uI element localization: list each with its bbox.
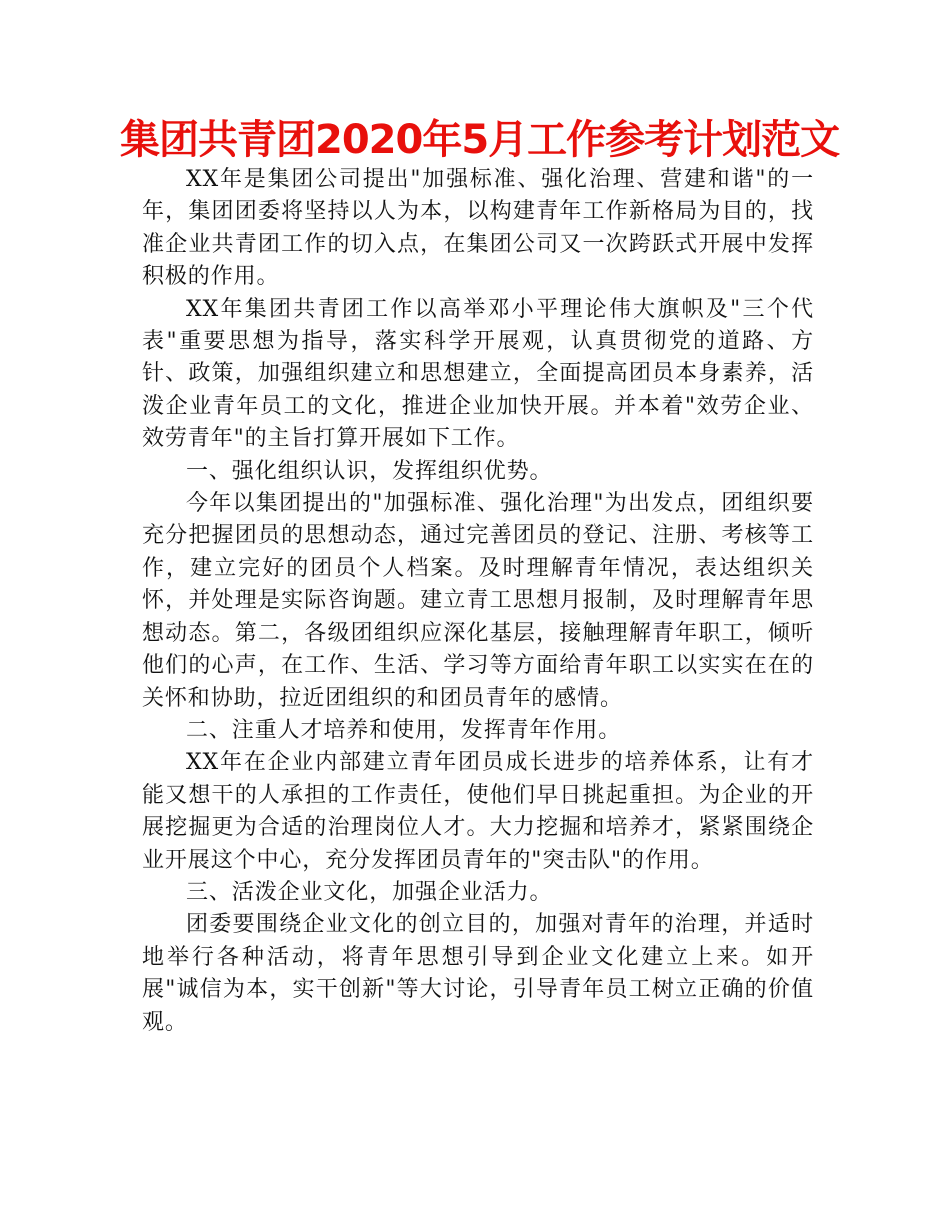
section-heading-1: 一、强化组织认识，发挥组织优势。 <box>186 458 553 484</box>
section-heading-3: 三、活泼企业文化，加强企业活力。 <box>186 879 553 905</box>
document-body <box>142 164 814 1039</box>
paragraph-section-1: 今年以集团提出的"加强标准、强化治理"为出发点，团组织要充分把握团员的思想动态，通过完善团员的登记、注册、考核等工作，建立完好的团员个人档案。及时理解青年情况，表达组织关怀，并处理是实际咨询题。建立青工思想月报制，及时理解青年思想动态。第二，各级团组织应深化基层，接触理解青年职工，倾听他们的心声，在工作、生活、学习等方面给青年职工以实实在在的关怀和协助，拉近团组织的和团员青年的感情。 <box>142 491 814 711</box>
section-heading-2: 二、注重人才培养和使用，发挥青年作用。 <box>186 717 622 743</box>
document-title: 集团共青团2020年5月工作参考计划范文 <box>120 117 840 163</box>
paragraph-intro: XX年是集团公司提出"加强标准、强化治理、营建和谐"的一年，集团团委将坚持以人为本，以构建青年工作新格局为目的，找准企业共青团工作的切入点，在集团公司又一次跨跃式开展中发挥积极的作用。 <box>142 167 814 290</box>
paragraph-section-2: XX年在企业内部建立青年团员成长进步的培养体系，让有才能又想干的人承担的工作责任，使他们早日挑起重担。为企业的开展挖掘更为合适的治理岗位人才。大力挖掘和培养才，紧紧围绕企业开展这个中心，充分发挥团员青年的"突击队"的作用。 <box>142 750 814 873</box>
paragraph-section-3: 团委要围绕企业文化的创立目的，加强对青年的治理，并适时地举行各种活动，将青年思想引导到企业文化建立上来。如开展"诚信为本，实干创新"等大讨论，引导青年员工树立正确的价值观。 <box>142 912 814 1035</box>
paragraph-guiding-principle: XX年集团共青团工作以高举邓小平理论伟大旗帜及"三个代表"重要思想为指导，落实科学开展观，认真贯彻党的道路、方针、政策，加强组织建立和思想建立，全面提高团员本身素养，活泼企业青年员工的文化，推进企业加快开展。并本着"效劳企业、效劳青年"的主旨打算开展如下工作。 <box>142 296 814 452</box>
